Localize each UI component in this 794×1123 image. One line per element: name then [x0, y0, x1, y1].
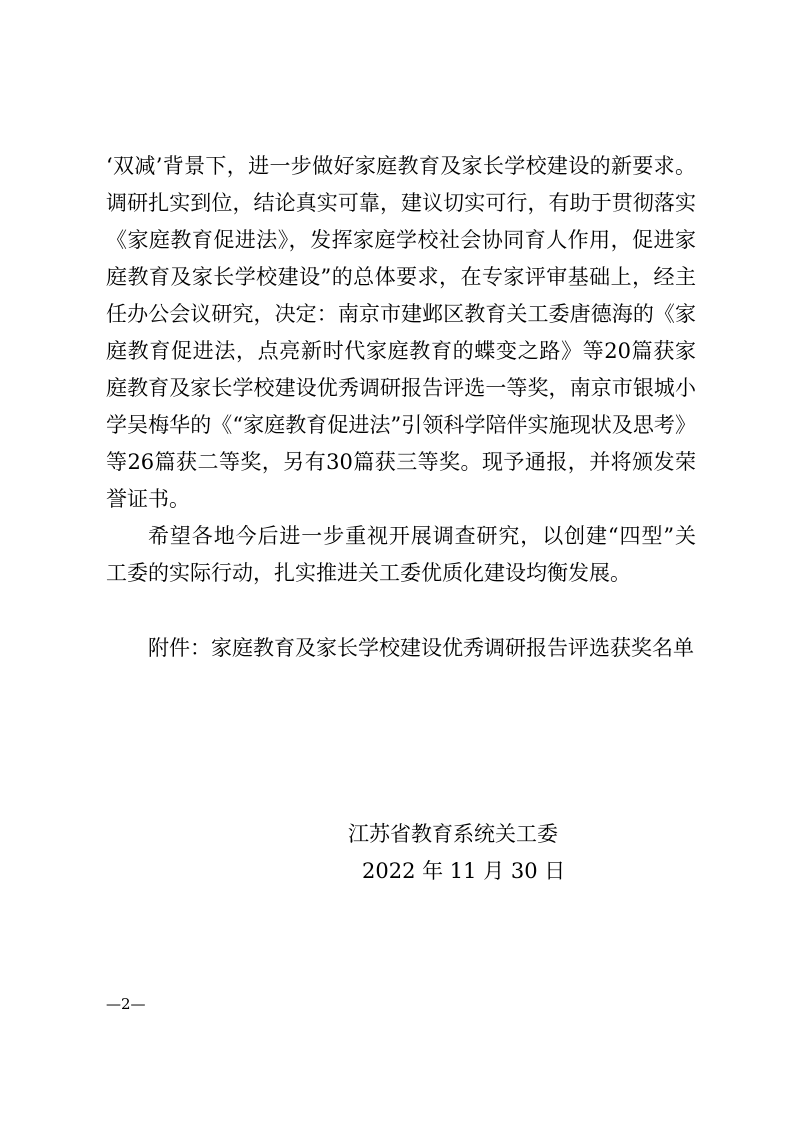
paragraph-line: 任办公会议研究，决定：南京市建邺区教育关工委唐德海的《家 — [106, 302, 696, 326]
paragraph-line: 工委的实际行动，扎实推进关工委优质化建设均衡发展。 — [106, 561, 631, 585]
paragraph-line: 学吴梅华的《“家庭教育促进法”引领科学陪伴实施现状及思考》 — [106, 413, 696, 437]
paragraph-line: 《家庭教育促进法》，发挥家庭学校社会协同育人作用，促进家 — [106, 228, 696, 252]
signature-organization: 江苏省教育系统关工委 — [348, 822, 558, 846]
signature-date: 2022 年 11 月 30 日 — [362, 859, 566, 883]
paragraph-line: 等26篇获二等奖，另有30篇获三等奖。现予通报，并将颁发荣 — [106, 450, 696, 474]
paragraph-line: 誉证书。 — [106, 487, 190, 511]
page-number: —2— — [106, 995, 146, 1013]
attachment-line: 附件：家庭教育及家长学校建设优秀调研报告评选获奖名单 — [148, 636, 694, 660]
paragraph-line: 庭教育及家长学校建设”的总体要求，在专家评审基础上，经主 — [106, 265, 696, 289]
paragraph-line: 希望各地今后进一步重视开展调查研究，以创建“四型”关 — [148, 524, 696, 548]
paragraph-line: ‘双减’背景下，进一步做好家庭教育及家长学校建设的新要求。 — [106, 154, 696, 178]
paragraph-line: 庭教育及家长学校建设优秀调研报告评选一等奖，南京市银城小 — [106, 376, 696, 400]
paragraph-line: 庭教育促进法，点亮新时代家庭教育的蝶变之路》等20篇获家 — [106, 339, 696, 363]
paragraph-line: 调研扎实到位，结论真实可靠，建议切实可行，有助于贯彻落实 — [106, 191, 696, 215]
